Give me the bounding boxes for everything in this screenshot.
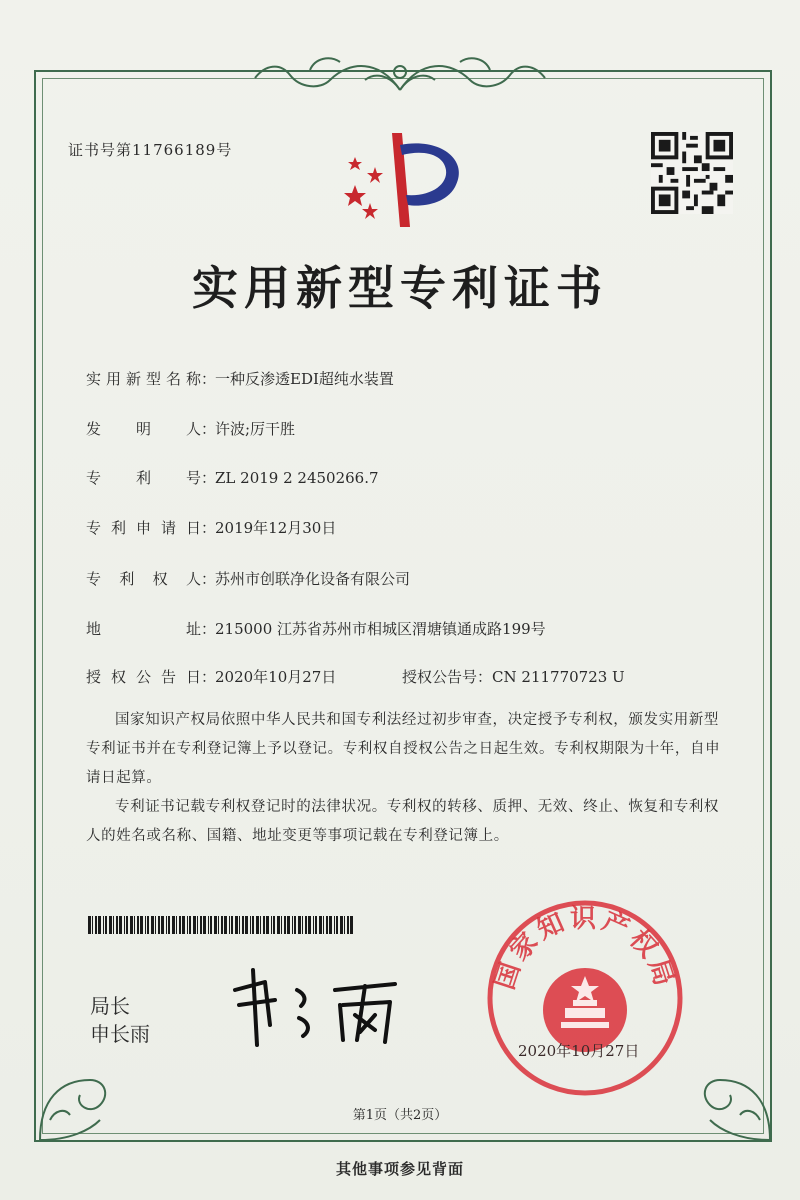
signatory-name: 申长雨 <box>90 1022 150 1046</box>
field-inventor: 发明人：许波;厉干胜 <box>86 420 296 438</box>
official-seal-icon <box>485 898 685 1098</box>
top-ornament <box>250 50 550 100</box>
field-value: 许波;厉干胜 <box>215 420 296 438</box>
field-label: 授权公告日 <box>86 668 201 686</box>
handwritten-signature-icon <box>225 960 415 1050</box>
footer-note: 其他事项参见背面 <box>335 1160 464 1178</box>
certificate-number: 证书号第11766189号 <box>68 141 233 159</box>
field-label: 专利权人 <box>86 570 201 588</box>
field-label: 授权公告号 <box>402 668 478 686</box>
field-value: 苏州市创联净化设备有限公司 <box>215 570 411 588</box>
field-patent-number: 专利号：ZL 2019 2 2450266.7 <box>86 469 379 487</box>
field-label: 地址 <box>86 620 201 638</box>
field-patentee: 专利权人：苏州市创联净化设备有限公司 <box>86 570 411 588</box>
field-label: 发明人 <box>86 420 201 438</box>
signatory-title: 局长 <box>90 994 130 1018</box>
grant-statement-paragraph: 国家知识产权局依照中华人民共和国专利法经过初步审查，决定授予专利权，颁发实用新型专利证书并在专利登记簿上予以登记。专利权自授权公告之日起生效。专利权期限为十年，自申请日起算。 <box>86 712 721 786</box>
field-label: 实用新型名称 <box>86 370 201 388</box>
barcode-icon <box>88 916 356 934</box>
field-label: 专利号 <box>86 469 201 487</box>
field-value: ZL 2019 2 2450266.7 <box>215 469 379 487</box>
field-grant-date: 授权公告日：2020年10月27日 <box>86 668 337 686</box>
field-grant-publication-number: 授权公告号：CN 211770723 U <box>402 668 625 686</box>
qr-code-icon <box>651 132 733 214</box>
field-value: CN 211770723 U <box>492 668 625 686</box>
cnipa-logo-icon <box>330 125 475 230</box>
page-indicator: 第1页（共2页） <box>352 1108 448 1123</box>
field-value: 一种反渗透EDI超纯水装置 <box>215 370 394 388</box>
field-filing-date: 专利申请日：2019年12月30日 <box>86 519 337 537</box>
field-label: 专利申请日 <box>86 519 201 537</box>
certificate-title: 实用新型专利证书 <box>192 261 608 315</box>
legal-status-paragraph: 专利证书记载专利权登记时的法律状况。专利权的转移、质押、无效、终止、恢复和专利权人的姓名或名称、国籍、地址变更等事项记载在专利登记簿上。 <box>86 799 719 844</box>
field-value: 2020年10月27日 <box>215 668 337 686</box>
seal-text: 国家知识产权局 <box>490 904 680 994</box>
seal-date: 2020年10月27日 <box>518 1042 640 1060</box>
field-address: 地址：215000 江苏省苏州市相城区渭塘镇通成路199号 <box>86 620 546 638</box>
field-utility-model-name: 实用新型名称：一种反渗透EDI超纯水装置 <box>86 370 394 388</box>
field-value: 215000 江苏省苏州市相城区渭塘镇通成路199号 <box>215 620 546 638</box>
field-value: 2019年12月30日 <box>215 519 337 537</box>
